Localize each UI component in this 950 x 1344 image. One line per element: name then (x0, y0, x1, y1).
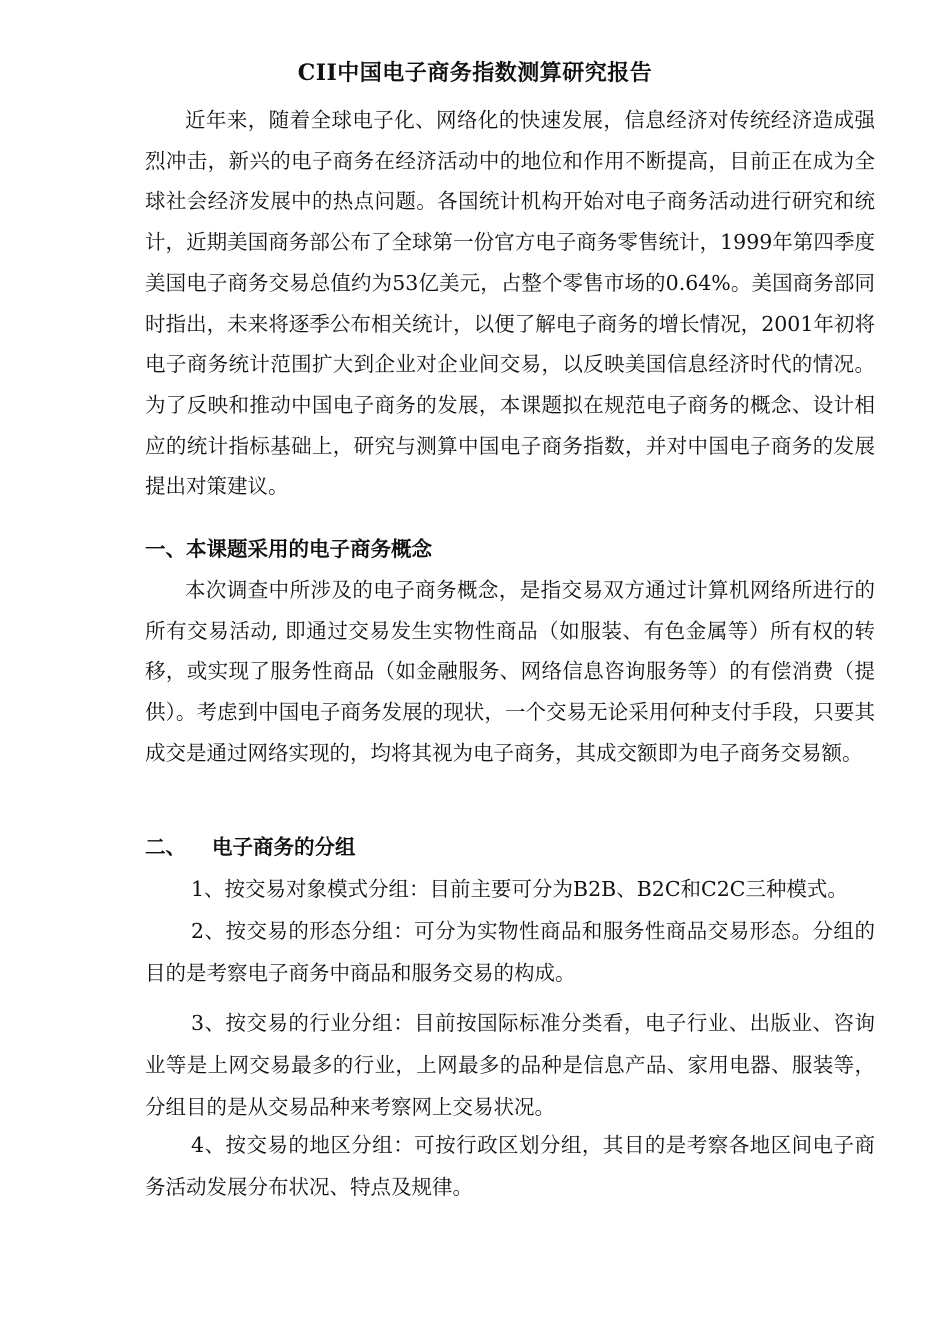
section-1-number: 一、 (145, 537, 186, 561)
section-1-heading (145, 532, 875, 566)
section-2-number: 二、 (145, 835, 186, 859)
section-1-title: 本课题采用的电子商务概念 (186, 537, 432, 561)
section-2-title: 电子商务的分组 (212, 835, 356, 859)
list-item: 3、按交易的行业分组：目前按国际标准分类看，电子行业、出版业、咨询业等是上网交易最多的行业，上网最多的品种是信息产品、家用电器、服装等，分组目的是从交易品种来考察网上交易状况。 (145, 1011, 875, 1119)
document-title: CII中国电子商务指数测算研究报告 (297, 60, 653, 86)
list-item: 1、按交易对象模式分组：目前主要可分为B2B、B2C和C2C三种模式。 (191, 877, 848, 901)
section-2-heading (145, 830, 875, 864)
section-1-paragraph: 本次调查中所涉及的电子商务概念，是指交易双方通过计算机网络所进行的所有交易活动, 即通过交易发生实物性商品（如服装、有色金属等）所有权的转移，或实现了服务性商品（如金融服务、网络信息咨询服务等）的有偿消费（提供）。考虑到中国电子商务发展的现状，一个交易无论采用何种支付手段，只要其成交是通过网络实现的，均将其视为电子商务，其成交额即为电子商务交易额。 (145, 578, 875, 765)
intro-paragraph: 近年来，随着全球电子化、网络化的快速发展，信息经济对传统经济造成强烈冲击，新兴的电子商务在经济活动中的地位和作用不断提高，目前正在成为全球社会经济发展中的热点问题。各国统计机构开始对电子商务活动进行研究和统计，近期美国商务部公布了全球第一份官方电子商务零售统计，1999年第四季度美国电子商务交易总值约为53亿美元，占整个零售市场的0.64%。美国商务部同时指出，未来将逐季公布相关统计，以便了解电子商务的增长情况，2001年初将电子商务统计范围扩大到企业对企业间交易，以反映美国信息经济时代的情况。为了反映和推动中国电子商务的发展，本课题拟在规范电子商务的概念、设计相应的统计指标基础上，研究与测算中国电子商务指数，并对中国电子商务的发展提出对策建议。 (145, 108, 875, 499)
list-item: 2、按交易的形态分组：可分为实物性商品和服务性商品交易形态。分组的目的是考察电子商务中商品和服务交易的构成。 (145, 919, 875, 985)
list-item: 4、按交易的地区分组：可按行政区划分组，其目的是考察各地区间电子商务活动发展分布状况、特点及规律。 (145, 1133, 875, 1199)
